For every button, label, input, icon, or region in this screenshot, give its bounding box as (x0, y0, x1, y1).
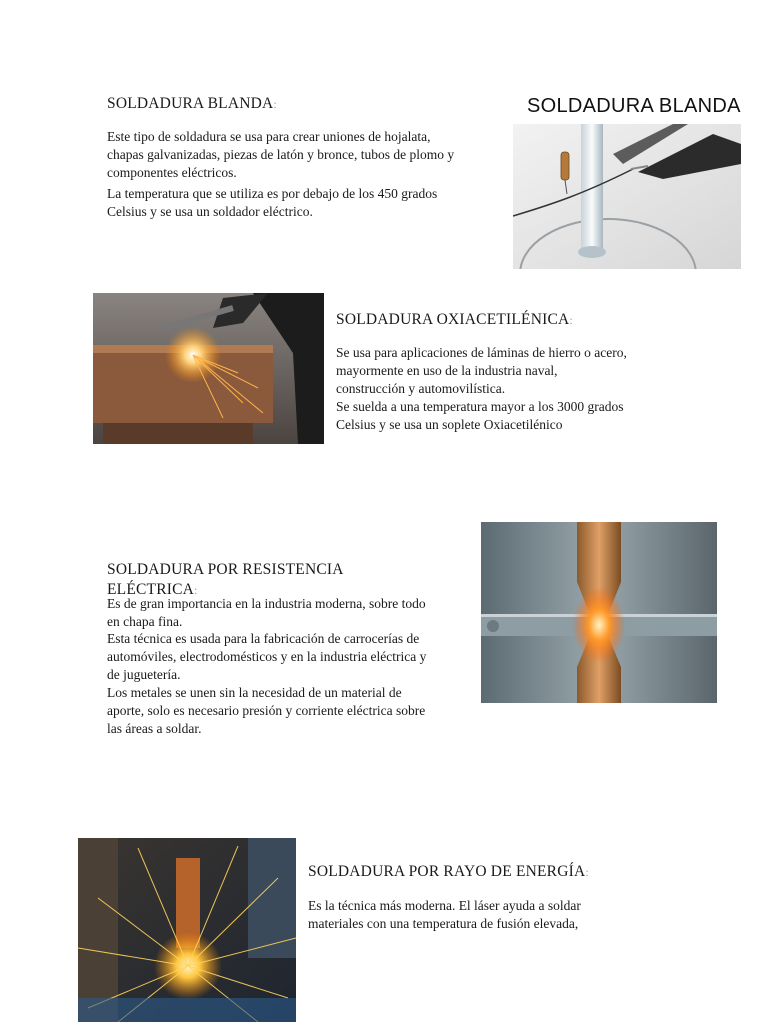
image-caption-soldadura-blanda: SOLDADURA BLANDA (527, 95, 741, 117)
soldering-iron-photo (513, 124, 741, 269)
oxyacetylene-torch-photo (93, 293, 324, 444)
section-3-paragraph-2: Esta técnica es usada para la fabricación de carrocerías de automóviles, electrodomésticos y en la industria eléctrica y de juguetería. (107, 631, 427, 682)
section-3-paragraph-1: Es de gran importancia en la industria moderna, sobre todo en chapa fina. (107, 596, 426, 629)
spot-welding-photo (481, 522, 717, 703)
section-2-paragraph-1: Se usa para aplicaciones de láminas de hierro o acero, mayormente en uso de la industria naval, construcción y automovilística. (336, 345, 627, 396)
section-4-paragraph-1: Es la técnica más moderna. El láser ayuda a soldar materiales con una temperatura de fusión elevada, (308, 898, 581, 931)
section-title-soldadura-oxiacetilenica: SOLDADURA OXIACETILÉNICA: (336, 311, 573, 328)
section-1-paragraph-1: Este tipo de soldadura se usa para crear uniones de hojalata, chapas galvanizadas, piezas de latón y bronce, tubos de plomo y componentes eléctricos. (107, 129, 455, 180)
laser-welding-photo (78, 838, 296, 1022)
section-title-soldadura-blanda: SOLDADURA BLANDA: (107, 95, 277, 112)
section-3-paragraph-3: Los metales se unen sin la necesidad de un material de aporte, solo es necesario presión y corriente eléctrica sobre las áreas a soldar. (107, 685, 426, 736)
section-2-paragraph-2: Se suelda a una temperatura mayor a los 3000 grados Celsius y se usa un soplete Oxiacetilénico (336, 399, 624, 432)
section-title-soldadura-resistencia: SOLDADURA POR RESISTENCIA ELÉCTRICA: (107, 561, 344, 598)
section-1-paragraph-2: La temperatura que se utiliza es por debajo de los 450 grados Celsius y se usa un soldador eléctrico. (107, 186, 438, 219)
section-title-soldadura-rayo-energia: SOLDADURA POR RAYO DE ENERGÍA: (308, 863, 589, 880)
